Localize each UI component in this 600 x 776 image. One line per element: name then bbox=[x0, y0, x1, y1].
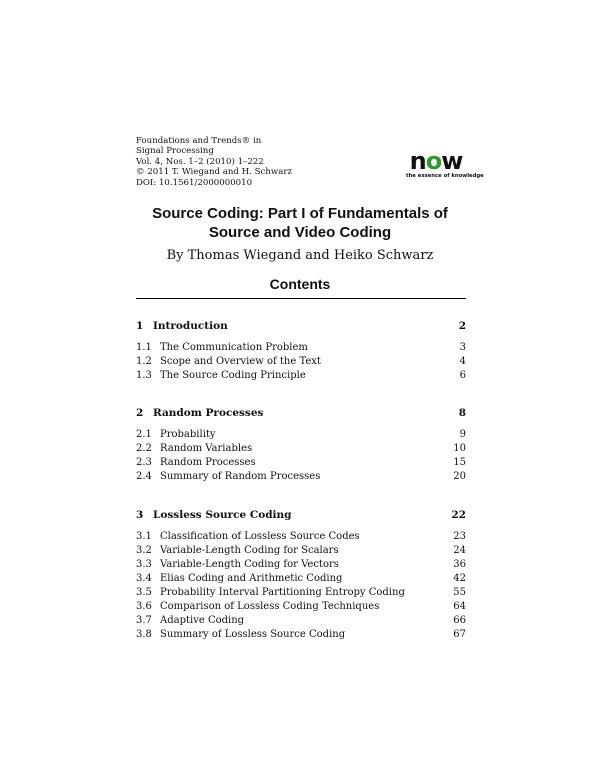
title-line-1: Source Coding: Part I of Fundamentals of bbox=[152, 205, 448, 222]
section-title: Summary of Lossless Source Coding bbox=[160, 629, 346, 640]
section-number: 2.1 bbox=[136, 429, 152, 440]
toc-section-3-6[interactable] bbox=[136, 600, 466, 614]
toc-section-2-3[interactable] bbox=[136, 456, 466, 470]
section-page: 10 bbox=[453, 443, 466, 454]
section-title: Random Processes bbox=[160, 457, 256, 468]
contents-heading: Contents bbox=[269, 276, 331, 292]
section-page: 3 bbox=[459, 342, 466, 353]
chapter-title: Introduction bbox=[153, 320, 228, 332]
section-page: 20 bbox=[453, 471, 466, 482]
toc-section-3-5[interactable] bbox=[136, 586, 466, 600]
series-name: Signal Processing bbox=[136, 146, 214, 157]
toc-section-2-4[interactable] bbox=[136, 470, 466, 484]
section-page: 55 bbox=[453, 587, 466, 598]
section-page: 42 bbox=[453, 573, 466, 584]
toc-section-1-2[interactable] bbox=[136, 355, 466, 369]
chapter-number: 2 bbox=[136, 407, 144, 419]
section-title: Adaptive Coding bbox=[160, 615, 245, 626]
section-page: 4 bbox=[459, 356, 466, 367]
publication-info bbox=[136, 136, 292, 188]
section-page: 23 bbox=[453, 531, 466, 542]
section-title: Variable-Length Coding for Scalars bbox=[160, 545, 339, 556]
toc-chapter-1[interactable] bbox=[136, 319, 466, 333]
section-page: 24 bbox=[453, 545, 466, 556]
section-number: 3.4 bbox=[136, 573, 152, 584]
chapter-title: Lossless Source Coding bbox=[153, 509, 292, 521]
section-title: Variable-Length Coding for Vectors bbox=[160, 559, 339, 570]
section-number: 3.1 bbox=[136, 531, 152, 542]
now-publisher-logo bbox=[406, 147, 484, 180]
chapter-page: 2 bbox=[458, 320, 466, 332]
section-number: 3.7 bbox=[136, 615, 152, 626]
chapter-page: 8 bbox=[458, 407, 466, 419]
section-number: 3.2 bbox=[136, 545, 152, 556]
volume-line: Vol. 4, Nos. 1–2 (2010) 1–222 bbox=[136, 156, 264, 167]
section-number: 2.2 bbox=[136, 443, 152, 454]
section-number: 3.3 bbox=[136, 559, 152, 570]
section-title: Elias Coding and Arithmetic Coding bbox=[160, 573, 343, 584]
section-title: Scope and Overview of the Text bbox=[160, 356, 321, 367]
section-number: 3.8 bbox=[136, 629, 152, 640]
section-number: 2.4 bbox=[136, 471, 152, 482]
contents-rule bbox=[136, 298, 466, 299]
section-number: 3.6 bbox=[136, 601, 152, 612]
section-page: 15 bbox=[453, 457, 466, 468]
section-number: 3.5 bbox=[136, 587, 152, 598]
section-page: 64 bbox=[453, 601, 466, 612]
logo-letter-w: w bbox=[441, 147, 463, 175]
toc-section-3-4[interactable] bbox=[136, 572, 466, 586]
chapter-number: 1 bbox=[136, 320, 144, 332]
title-line-2: Source and Video Coding bbox=[208, 224, 392, 241]
section-page: 67 bbox=[453, 629, 466, 640]
toc-section-1-3[interactable] bbox=[136, 369, 466, 383]
toc-section-3-2[interactable] bbox=[136, 544, 466, 558]
section-page: 6 bbox=[459, 370, 466, 381]
toc-section-1-1[interactable] bbox=[136, 341, 466, 355]
section-number: 2.3 bbox=[136, 457, 152, 468]
section-title: The Source Coding Principle bbox=[160, 370, 306, 381]
logo-tagline: the essence of knowledge bbox=[406, 173, 484, 179]
chapter-number: 3 bbox=[136, 509, 144, 521]
logo-letter-o: o bbox=[425, 147, 442, 175]
logo-letter-n: n bbox=[409, 147, 426, 175]
chapter-page: 22 bbox=[451, 509, 466, 521]
section-number: 1.2 bbox=[136, 356, 152, 367]
copyright-line: © 2011 T. Wiegand and H. Schwarz bbox=[136, 167, 292, 178]
toc-section-2-1[interactable] bbox=[136, 428, 466, 442]
toc-section-3-3[interactable] bbox=[136, 558, 466, 572]
section-title: Classification of Lossless Source Codes bbox=[160, 531, 360, 542]
section-title: Random Variables bbox=[160, 443, 253, 454]
authors: By Thomas Wiegand and Heiko Schwarz bbox=[166, 248, 434, 263]
section-title: Probability Interval Partitioning Entropy Coding bbox=[160, 587, 405, 598]
series-line: Foundations and Trends® in bbox=[136, 136, 262, 146]
toc-section-2-2[interactable] bbox=[136, 442, 466, 456]
toc-section-3-7[interactable] bbox=[136, 614, 466, 628]
section-title: Probability bbox=[160, 429, 216, 440]
chapter-title: Random Processes bbox=[153, 407, 264, 419]
toc-chapter-2[interactable] bbox=[136, 406, 466, 420]
toc-chapter-3[interactable] bbox=[136, 508, 466, 522]
section-title: Summary of Random Processes bbox=[160, 471, 321, 482]
section-number: 1.3 bbox=[136, 370, 152, 381]
toc-section-3-8[interactable] bbox=[136, 628, 466, 642]
section-page: 9 bbox=[459, 429, 466, 440]
section-page: 66 bbox=[453, 615, 466, 626]
toc-section-3-1[interactable] bbox=[136, 530, 466, 544]
doi-line: DOI: 10.1561/2000000010 bbox=[136, 177, 253, 188]
section-page: 36 bbox=[453, 559, 466, 570]
section-title: Comparison of Lossless Coding Techniques bbox=[160, 601, 380, 612]
section-number: 1.1 bbox=[136, 342, 152, 353]
section-title: The Communication Problem bbox=[160, 342, 308, 353]
